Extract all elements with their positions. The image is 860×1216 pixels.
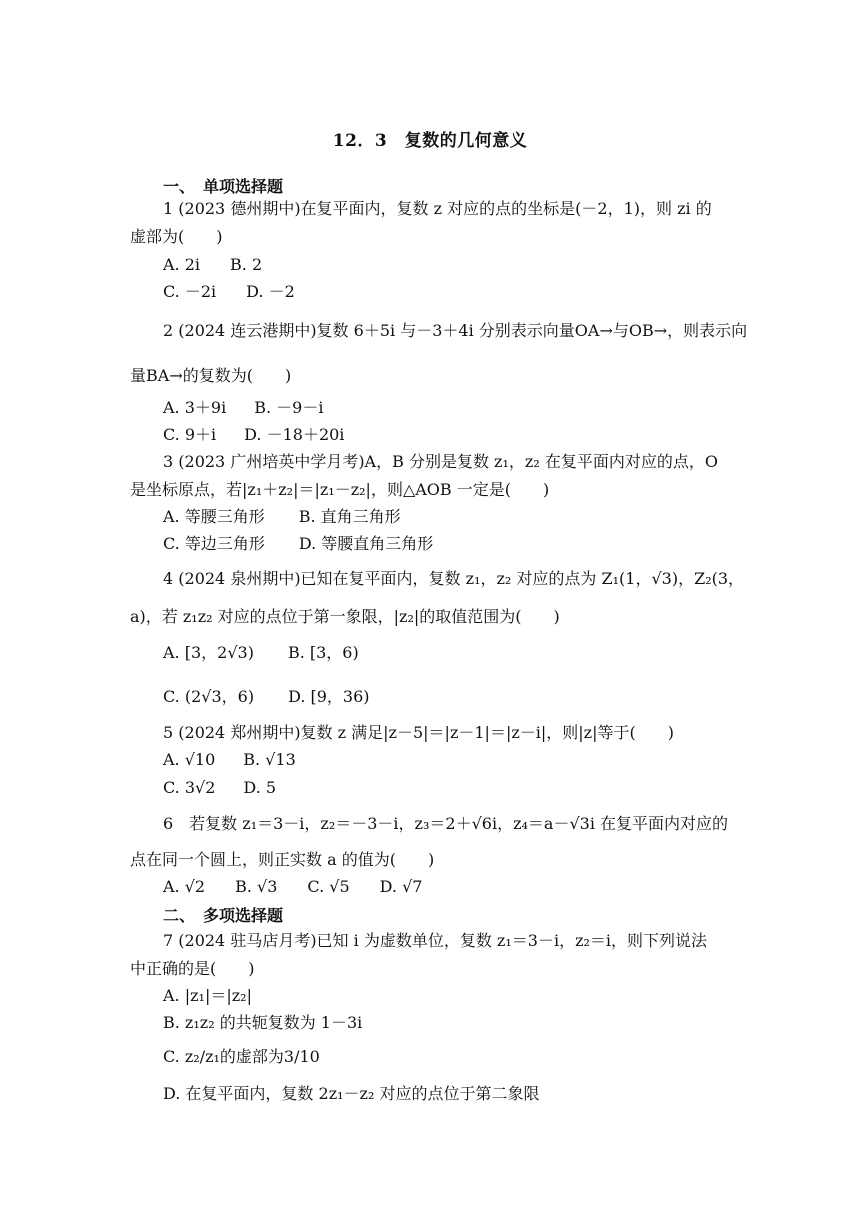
- q4-option-c[interactable]: C. (2√3，6): [163, 687, 255, 706]
- q7-option-a[interactable]: A. |z₁|＝|z₂|: [163, 986, 252, 1005]
- q2-option-c[interactable]: C. 9＋i: [163, 425, 217, 444]
- q7-option-d[interactable]: D. 在复平面内，复数 2z₁－z₂ 对应的点位于第二象限: [163, 1084, 540, 1103]
- q4-stem-line1: 4 (2024 泉州期中)已知在复平面内，复数 z₁，z₂ 对应的点为 Z₁(1，√3)，Z₂(3，: [163, 569, 745, 588]
- q2-option-d[interactable]: D. －18＋20i: [244, 425, 345, 444]
- q6-option-b[interactable]: B. √3: [235, 877, 278, 896]
- section-multiple-choice: 二、 多项选择题: [163, 906, 284, 925]
- q6-stem-line2: 点在同一个圆上，则正实数 a 的值为( ): [130, 850, 435, 869]
- q2-options-row2: [163, 424, 344, 446]
- q6-option-c[interactable]: C. √5: [307, 877, 350, 896]
- q4-option-b[interactable]: B. [3，6): [287, 643, 359, 662]
- q2-options-row1: [163, 397, 323, 419]
- q3-options-row1: [163, 506, 401, 528]
- q3-stem-line1: 3 (2023 广州培英中学月考)A，B 分别是复数 z₁，z₂ 在复平面内对应的点，O: [163, 452, 718, 471]
- q1-option-c[interactable]: C. －2i: [163, 282, 217, 301]
- q5-option-a[interactable]: A. √10: [163, 750, 216, 769]
- q6-stem-line1: 6 若复数 z₁＝3－i，z₂＝－3－i，z₃＝2＋√6i，z₄＝a－√3i 在复平面内对应的: [163, 814, 729, 833]
- q1-options-row2: [163, 281, 295, 303]
- section-single-choice: 一、 单项选择题: [163, 177, 284, 196]
- q5-option-c[interactable]: C. 3√2: [163, 778, 216, 797]
- q4-options-row1: [163, 642, 359, 664]
- q1-option-a[interactable]: A. 2i: [163, 255, 201, 274]
- q2-stem-line2: 量BA→的复数为( ): [130, 366, 292, 385]
- q7-stem-line1: 7 (2024 驻马店月考)已知 i 为虚数单位，复数 z₁＝3－i，z₂＝i，则下列说法: [163, 931, 708, 950]
- q1-stem-line1: 1 (2023 德州期中)在复平面内，复数 z 对应的点的坐标是(－2，1)，则 zi 的: [163, 199, 712, 218]
- q3-option-d[interactable]: D. 等腰直角三角形: [298, 534, 434, 553]
- q6-option-a[interactable]: A. √2: [163, 877, 206, 896]
- q1-option-d[interactable]: D. －2: [246, 282, 295, 301]
- q6-options-row: [163, 876, 422, 898]
- q3-options-row2: [163, 533, 433, 555]
- q4-option-a[interactable]: A. [3，2√3): [163, 643, 254, 662]
- q7-option-b[interactable]: B. z₁z₂ 的共轭复数为 1－3i: [163, 1013, 363, 1032]
- page-title: 12．3 复数的几何意义: [332, 131, 528, 151]
- q7-stem-line2: 中正确的是( ): [130, 959, 255, 978]
- q7-option-c[interactable]: C. z₂/z₁的虚部为3/10: [163, 1047, 320, 1066]
- q4-stem-line2: a)，若 z₁z₂ 对应的点位于第一象限，|z₂|的取值范围为( ): [130, 607, 560, 626]
- q5-option-d[interactable]: D. 5: [243, 778, 277, 797]
- q5-stem-line1: 5 (2024 郑州期中)复数 z 满足|z－5|＝|z－1|＝|z－i|，则|z|等于( ): [163, 723, 674, 742]
- q4-options-row2: [163, 686, 370, 708]
- q1-option-b[interactable]: B. 2: [230, 255, 263, 274]
- q2-stem-line1: 2 (2024 连云港期中)复数 6＋5i 与－3＋4i 分别表示向量OA→与OB→，则表示向: [163, 321, 748, 340]
- q3-option-c[interactable]: C. 等边三角形: [163, 534, 265, 553]
- q2-option-b[interactable]: B. －9－i: [254, 398, 324, 417]
- q3-stem-line2: 是坐标原点，若|z₁＋z₂|＝|z₁－z₂|，则△AOB 一定是( ): [130, 480, 550, 499]
- q1-stem-line2: 虚部为( ): [130, 227, 223, 246]
- q5-options-row2: [163, 777, 276, 799]
- q5-option-b[interactable]: B. √13: [243, 750, 296, 769]
- q5-options-row1: [163, 749, 296, 771]
- q3-option-b[interactable]: B. 直角三角形: [298, 507, 401, 526]
- q4-option-d[interactable]: D. [9，36): [288, 687, 370, 706]
- q3-option-a[interactable]: A. 等腰三角形: [163, 507, 265, 526]
- q2-option-a[interactable]: A. 3＋9i: [163, 398, 227, 417]
- q6-option-d[interactable]: D. √7: [379, 877, 423, 896]
- q1-options-row1: [163, 254, 262, 276]
